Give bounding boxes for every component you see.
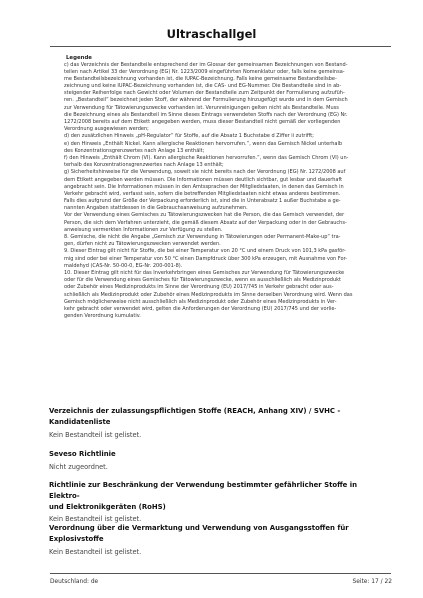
section-body: Kein Bestandteil ist gelistet.: [49, 515, 142, 524]
legend-line: die Bezeichnung eines als Bestandteil im Sinne dieses Eintrags verwendeten Stoffs nach der Verordnung (EG) Nr.: [64, 111, 348, 118]
legend-label: Legende: [66, 55, 92, 61]
section-body: Kein Bestandteil ist gelistet.: [49, 547, 142, 556]
legend-line: oder Zubehör eines Medizinprodukts im Sinne der Verordnung (EU) 2017/745 in Verkehr gebracht oder aus-: [64, 284, 334, 291]
legend-line: Falls dies aufgrund der Größe der Verpackung erforderlich ist, sind die in Unterabsatz 1 außer Buchstabe a ge-: [64, 198, 341, 205]
legend-line: ren. „Bestandteil“ bezeichnet jeden Stoff, der während der Formulierung hinzugefügt wurde und in dem Gemisch: [64, 97, 348, 104]
legend-line: terhalb des Konzentrationsgrenzwertes nach Anlage 13 enthält;: [64, 162, 224, 169]
legend-line: 8. Gemische, die nicht die Angabe „Gemisch zur Verwendung in Tätowierungen oder Permanent-Make-up“ tra-: [64, 234, 341, 240]
legend-line: 9. Dieser Eintrag gilt nicht für Stoffe, die bei einer Temperatur von 20 °C und einem Druck von 101,3 kPa gasför-: [64, 248, 346, 255]
footer-divider: [50, 573, 391, 574]
legend-line: Gemisch möglicherweise nicht ausschließlich als Medizinprodukt oder Zubehör eines Medizinprodukts in Ver-: [64, 298, 337, 305]
section-title: Verzeichnis der zulassungspflichtigen Stoffe (REACH, Anhang XIV) / SVHC - Kandidatenliste: [49, 407, 341, 426]
legend-line: Verkehr gebracht wird, verfasst sein, sofern die betreffenden Mitgliedstaaten nicht etwas anderes bestimmen.: [64, 190, 341, 197]
section-body: Kein Bestandteil ist gelistet.: [49, 430, 142, 439]
legend-line: g) Sicherheitshinweise für die Verwendung, soweit sie nicht bereits nach der Verordnung (EG) Nr. 1272/2008 auf: [64, 169, 346, 176]
legend-line: c) das Verzeichnis der Bestandteile entsprechend der im Glossar der gemeinsamen Bezeichnungen von Bestand-: [64, 61, 348, 68]
legend-line: nannten Angaben stattdessen in die Gebrauchsanweisung aufzunehmen.: [64, 205, 248, 212]
header-divider: [50, 46, 391, 47]
section-explosives: [49, 523, 389, 557]
legend-line: d) den zusätzlichen Hinweis „pH-Regulator“ für Stoffe, auf die Absatz 1 Buchstabe d Ziffer ii zutrifft;: [64, 133, 314, 140]
legend-line: me Bestandteilsbezeichnung vorhanden ist, die IUPAC-Bezeichnung. Falls keine gemeinsame Bestandteilsbe-: [64, 75, 337, 82]
section-title: Seveso Richtlinie: [49, 450, 116, 458]
legend-line: des Konzentrationsgrenzwertes nach Anlage 13 enthält;: [64, 147, 205, 154]
legend-line: zur Verwendung für Tätowierungszwecke vorhanden ist. Verunreinigungen gelten nicht als Bestandteile. Muss: [64, 104, 339, 111]
legend-line: gen, dürfen nicht zu Tätowierungszwecken verwendet werden.: [64, 241, 221, 248]
footer-page-number: Seite: 17 / 22: [352, 579, 392, 585]
page-title: Ultraschallgel: [166, 27, 257, 41]
legend-line: kehr gebracht oder verwendet wird, gelten die Anforderungen der Verordnung (EU) 2017/745 und der vorlie-: [64, 305, 337, 312]
legend-line: zeichnung und keine IUPAC-Bezeichnung vorhanden ist, die CAS- und EG-Nummer. Die Bestandteile sind in ab-: [64, 83, 342, 90]
section-seveso: [49, 449, 389, 472]
legend-line: genden Verordnung kumulativ.: [64, 313, 141, 320]
section-body: Nicht zugeordnet.: [49, 462, 108, 471]
legend-line: steigender Reihenfolge nach Gewicht oder Volumen der Bestandteile zum Zeitpunkt der Formulierung aufzufüh-: [64, 90, 345, 97]
section-rohs: [49, 480, 389, 524]
legend-line: mig sind oder bei einer Temperatur von 50 °C einen Dampfdruck über 300 kPa erzeugen, mit Ausnahme von For-: [64, 255, 348, 262]
footer-country: Deutschland: de: [50, 579, 99, 585]
legend-line: maldehyd (CAS-Nr. 50-00-0, EG-Nr. 200-001-8).: [64, 262, 183, 269]
legend-line: 1272/2008 bereits auf dem Etikett angegeben werden, muss dieser Bestandteil nicht gemäß der vorliegenden: [64, 119, 341, 125]
legend-line: dem Etikett angegeben werden müssen. Die Informationen müssen deutlich sichtbar, gut lesbar und dauerhaft: [64, 176, 343, 183]
legend-line: oder für die Verwendung eines Gemisches für Tätowierungszwecke, wenn es ausschließlich als Medizinprodukt: [64, 277, 341, 284]
legend-line: Verordnung ausgewiesen werden;: [64, 126, 149, 133]
legend-line: angebracht sein. Die Informationen müssen in den Amtssprachen der Mitgliedstaaten, in denen das Gemisch in: [64, 183, 344, 190]
legend-text: [64, 62, 390, 321]
legend-line: teilen nach Artikel 33 der Verordnung (EG) Nr. 1223/2009 eingeführten Nomenklatur oder, falls keine gemeinsa-: [64, 68, 345, 75]
legend-line: 10. Dieser Eintrag gilt nicht für das Inverkehrbringen eines Gemisches zur Verwendung für Tätowierungszwecke: [64, 269, 345, 276]
legend-line: f) den Hinweis „Enthält Chrom (VI). Kann allergische Reaktionen hervorrufen.“, wenn das Gemisch Chrom (VI) un-: [64, 154, 349, 161]
section-svhc: [49, 406, 389, 440]
legend-line: Vor der Verwendung eines Gemisches zu Tätowierungszwecken hat die Person, die das Gemisch verwendet, der: [64, 212, 345, 219]
legend-line: e) den Hinweis „Enthält Nickel. Kann allergische Reaktionen hervorrufen.“, wenn das Gemisch Nickel unterhalb: [64, 140, 343, 147]
section-title: Verordnung über die Vermarktung und Verwendung von Ausgangsstoffen für Explosivstoffe: [49, 524, 349, 543]
legend-line: Person, die sich dem Verfahren unterzieht, die gemäß diesem Absatz auf der Verpackung oder in der Gebrauchs-: [64, 219, 347, 226]
legend-line: anweisung vermerkten Informationen zur Verfügung zu stellen.: [64, 226, 223, 233]
section-title: Richtlinie zur Beschränkung der Verwendung bestimmter gefährlicher Stoffe in Elektro- und Elektronikgeräten (RoHS): [49, 481, 358, 511]
legend-line: schließlich als Medizinprodukt oder Zubehör eines Medizinprodukts im Sinne derselben Verordnung wird. Wenn das: [64, 291, 353, 298]
